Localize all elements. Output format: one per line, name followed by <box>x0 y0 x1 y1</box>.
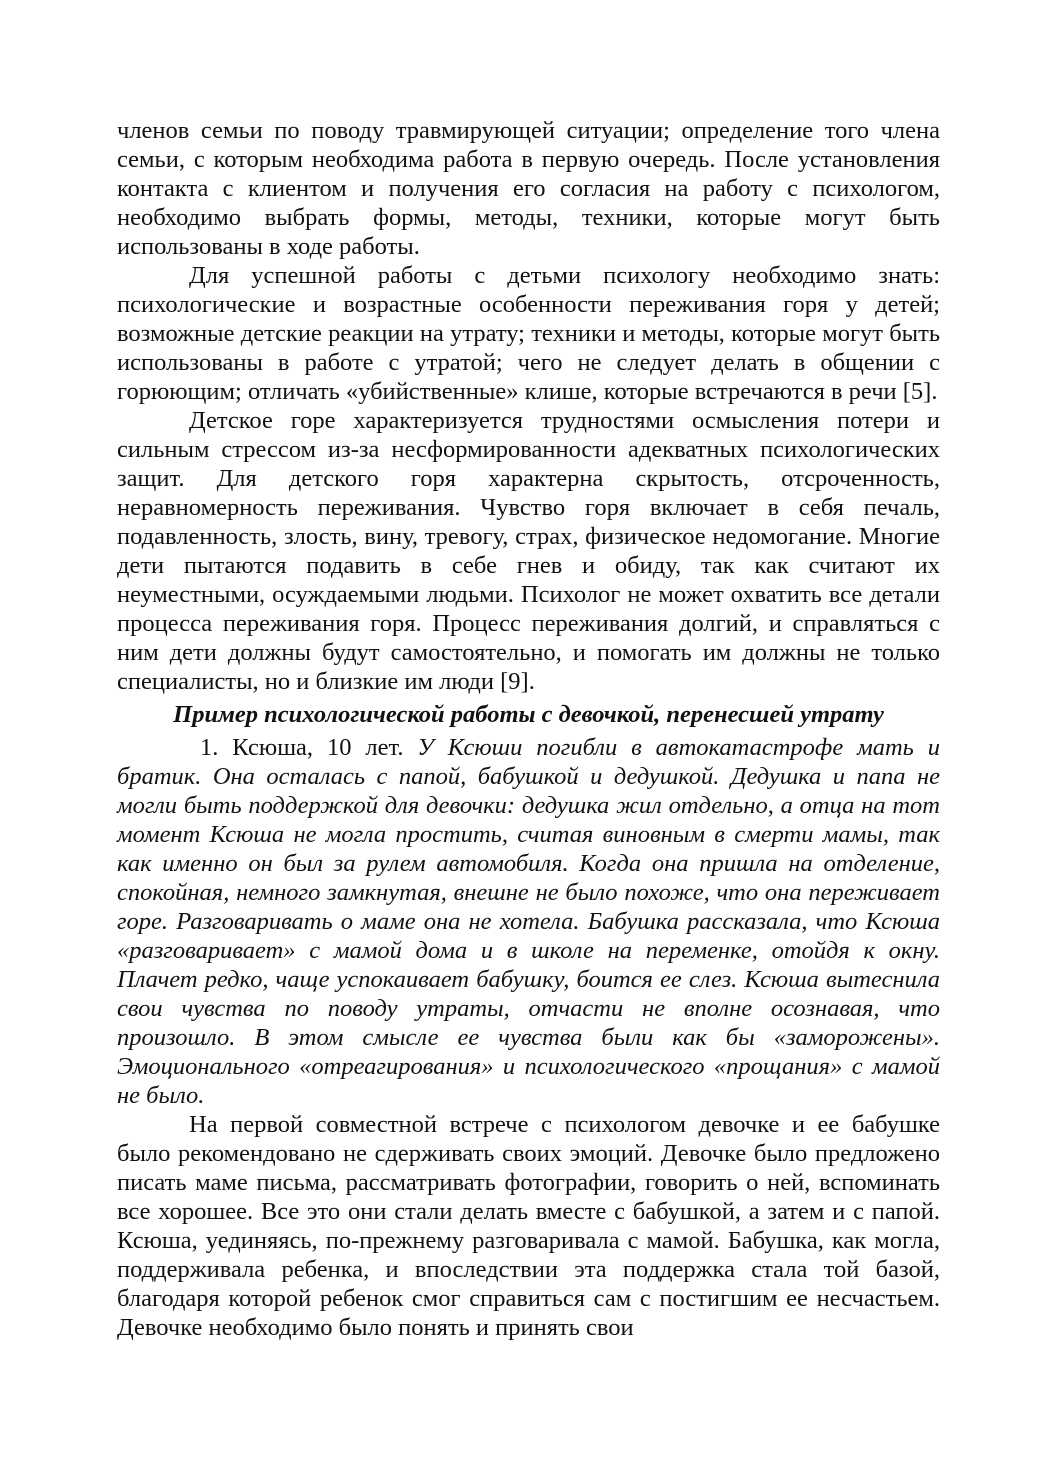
paragraph-child-grief: Детское горе характеризуется трудностями осмысления потери и сильным стрессом из-за несформированности адекватных психологических защит. Для детского горя характерна скрытость, отсроченность, неравномерность переживания. Чувство горя включает в себя печаль, подавленность, злость, вину, тревогу, страх, физическое недомогание. Многие дети пытаются подавить в себе гнев и обиду, так как считают их неуместными, осуждаемыми людьми. Психолог не может охватить все детали процесса переживания горя. Процесс переживания долгий, и справляться с ним дети должны будут самостоятельно, и помогать им должны не только специалисты, но и близкие им люди [9]. <box>117 407 940 695</box>
document-page <box>117 116 940 1342</box>
paragraph-first-meeting: На первой совместной встрече с психологом девочке и ее бабушке было рекомендовано не сдерживать своих эмоций. Девочке было предложено писать маме письма, рассматривать фотографии, говорить о ней, вспоминать все хорошее. Все это они стали делать вместе с бабушкой, а затем и с папой. Ксюша, уединяясь, по-прежнему разговаривала с мамой. Бабушка, как могла, поддерживала ребенка, и впоследствии эта поддержка стала той базой, благодаря которой ребенок смог справиться сам с постигшим ее несчастьем. Девочке необходимо было понять и принять свои <box>117 1111 940 1341</box>
paragraph-psychologist-knowledge: Для успешной работы с детьми психологу необходимо знать: психологические и возрастные особенности переживания горя у детей; возможные детские реакции на утрату; техники и методы, которые могут быть использованы в работе с утратой; чего не следует делать в общении с горюющим; отличать «убийственные» клише, которые встречаются в речи [5]. <box>117 262 940 405</box>
paragraph-family-work: членов семьи по поводу травмирующей ситуации; определение того члена семьи, с которым необходима работа в первую очередь. После установления контакта с клиентом и получения его согласия на работу с психологом, необходимо выбрать формы, методы, техники, которые могут быть использованы в ходе работы. <box>117 117 940 260</box>
case-description: У Ксюши погибли в автокатастрофе мать и братик. Она осталась с папой, бабушкой и дедушкой. Дедушка и папа не могли быть поддержкой для девочки: дедушка жил отдельно, а отца на тот момент Ксюша не могла простить, считая виновным в смерти мамы, так как именно он был за рулем автомобиля. Когда она пришла на отделение, спокойная, немного замкнутая, внешне не было похоже, что она переживает горе. Разговаривать о маме она не хотела. Бабушка рассказала, что Ксюша «разговаривает» с мамой дома и в школе на переменке, отойдя к окну. Плачет редко, чаще успокаивает бабушку, боится ее слез. Ксюша вытеснила свои чувства по поводу утраты, отчасти не вполне осознавая, что произошло. В этом смысле ее чувства были как бы «заморожены». Эмоционального «отреагирования» и психологического «прощания» с мамой не было. <box>117 734 940 1109</box>
case-study-paragraph <box>117 733 940 1110</box>
case-label: 1. Ксюша, 10 лет. <box>200 734 404 761</box>
section-heading: Пример психологической работы с девочкой, перенесшей утрату <box>173 701 884 728</box>
